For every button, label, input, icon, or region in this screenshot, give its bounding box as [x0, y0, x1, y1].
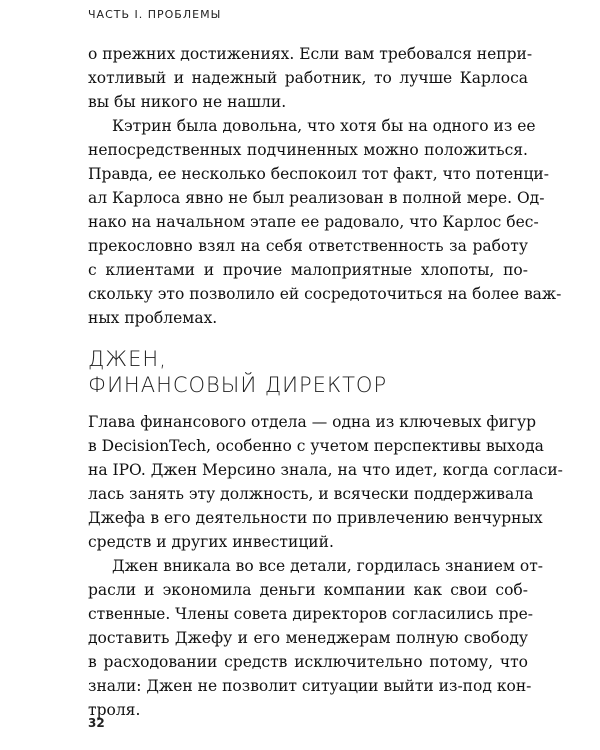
text-line: троля.: [88, 701, 141, 719]
text-line: лась занять эту должность, и всячески поддерживала: [88, 485, 534, 503]
text-line: нако на начальном этапе ее радовало, что Карлос бес-: [88, 213, 539, 231]
text-line: Джефа в его деятельности по привлечению венчурных: [88, 509, 543, 527]
text-line: прекословно взял на себя ответственность за работу: [88, 237, 528, 255]
text-line: на IPO. Джен Мерсино знала, на что идет, когда согласи-: [88, 461, 563, 479]
text-line: средств и других инвестиций.: [88, 533, 334, 551]
text-line: непосредственных подчиненных можно положиться.: [88, 141, 528, 159]
text-line: Глава финансового отдела — одна из ключевых фигур: [88, 413, 537, 431]
text-line: вы бы никого не нашли.: [88, 93, 287, 111]
text-line: хотливый и надежный работник, то лучше Карлоса: [88, 69, 528, 87]
text-line: о прежних достижениях. Если вам требовался непри-: [88, 45, 533, 63]
paragraph-4: [88, 554, 544, 722]
text-line: ал Карлоса явно не был реализован в полной мере. Од-: [88, 189, 545, 207]
paragraph-3: [88, 410, 563, 554]
text-line: в расходовании средств исключительно потому, что: [88, 653, 528, 671]
section-heading-line-2: ФИНАНСОВЫЙ ДИРЕКТОР: [88, 373, 388, 397]
text-line: Кэтрин была довольна, что хотя бы на одного из ее: [112, 117, 536, 135]
text-line: Джен вникала во все детали, гордилась знанием от-: [112, 557, 544, 575]
paragraph-1: [88, 42, 533, 114]
page-number: 32: [88, 716, 105, 730]
text-line: Правда, ее несколько беспокоил тот факт, что потенци-: [88, 165, 549, 183]
paragraph-2: [88, 114, 562, 330]
text-line: в DecisionTech, особенно с учетом перспективы выхода: [88, 437, 544, 455]
section-heading-line-1: ДЖЕН,: [88, 347, 167, 371]
text-line: скольку это позволило ей сосредоточиться на более важ-: [88, 285, 562, 303]
text-line: ных проблемах.: [88, 309, 218, 327]
text-line: доставить Джефу и его менеджерам полную свободу: [88, 629, 528, 647]
running-head: ЧАСТЬ I. ПРОБЛЕМЫ: [88, 8, 222, 21]
text-line: знали: Джен не позволит ситуации выйти из-под кон-: [88, 677, 532, 695]
text-line: с клиентами и прочие малоприятные хлопоты, по-: [88, 261, 528, 279]
text-line: расли и экономила деньги компании как свои соб-: [88, 581, 528, 599]
text-line: ственные. Члены совета директоров согласились пре-: [88, 605, 534, 623]
